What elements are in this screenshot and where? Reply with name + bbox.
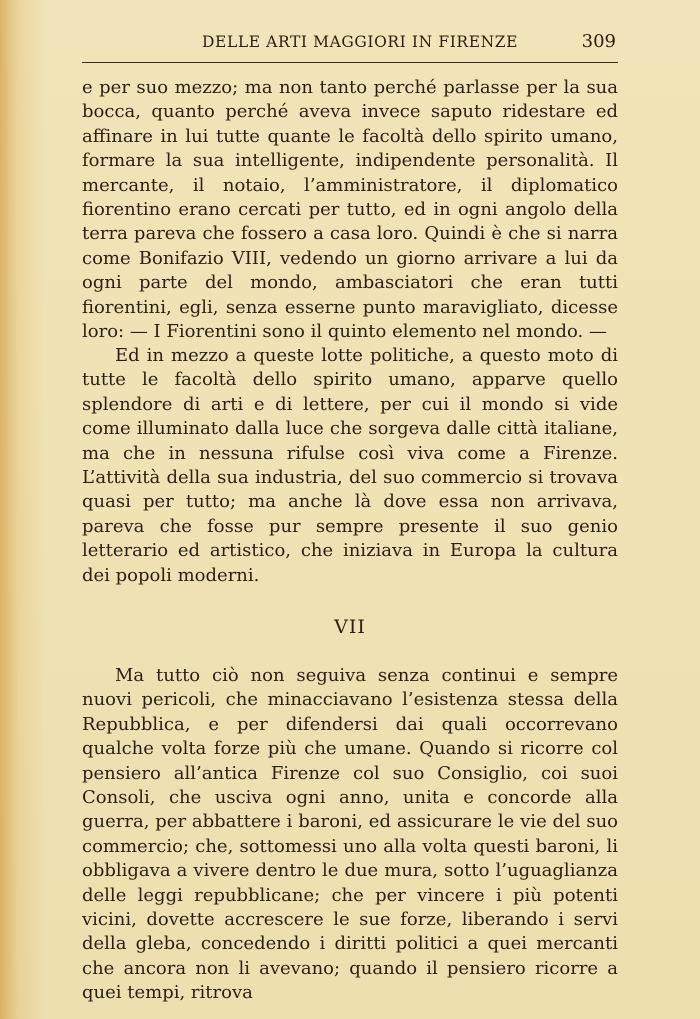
section-heading: VII — [334, 616, 366, 638]
page-number: 309 — [581, 31, 616, 52]
paragraph-2: Ed in mezzo a queste lotte politiche, a questo moto di tutte le facoltà dello spirito umano, apparve quello splendore di arti e di lettere, per cui il mondo si vide come illuminato dalla luce che sorgeva dalle città italiane, ma che in nessuna rifulse così viva come a Firenze. L’attività della sua industria, del suo commercio si trovava quasi per tutto; ma anche là dove essa non arrivava, pareva che fosse pur sempre presente il suo genio letterario ed artistico, che iniziava in Europa la cultura dei popoli moderni. — [82, 345, 618, 586]
header-rule — [82, 62, 618, 63]
running-title: DELLE ARTI MAGGIORI IN FIRENZE — [202, 33, 519, 51]
section-paragraph: Ma tutto ciò non seguiva senza continui e sempre nuovi pericoli, che minacciavano l’esistenza stessa della Repubblica, e per difendersi dai quali occorrevano qualche volta forze più che umane. Quando si ricorre col pensiero all’antica Firenze col suo Consiglio, coi suoi Consoli, che usciva ogni anno, unita e concorde alla guerra, per abbattere i baroni, ed assicurare le vie del suo commercio; che, sottomessi uno alla volta questi baroni, li obbligava a vivere dentro le due mura, sotto l’uguaglianza delle leggi repubblicane; che per vincere i più potenti vicini, dovette accrescere le sue forze, liberando i servi della gleba, concedendo i diritti politici a quei mercanti che ancora non li avevano; quando il pensiero ricorre a quei tempi, ritrova — [82, 665, 618, 1004]
paragraph-1: e per suo mezzo; ma non tanto perché parlasse per la sua bocca, quanto perché aveva invece saputo ridestare ed affinare in lui tutte quante le facoltà dello spirito umano, formare la sua intelligente, indipendente personalità. Il mercante, il notaio, l’amministratore, il diplomatico fiorentino erano cercati per tutto, ed in ogni angolo della terra pareva che fossero a casa loro. Quindi è che si narra come Bonifazio VIII, vedendo un giorno arrivare a lui da ogni parte del mondo, ambasciatori che eran tutti fiorentini, egli, senza esserne punto maravigliato, dicesse loro: — I Fiorentini sono il quinto elemento nel mondo. — — [82, 77, 618, 343]
page-header — [82, 30, 618, 56]
